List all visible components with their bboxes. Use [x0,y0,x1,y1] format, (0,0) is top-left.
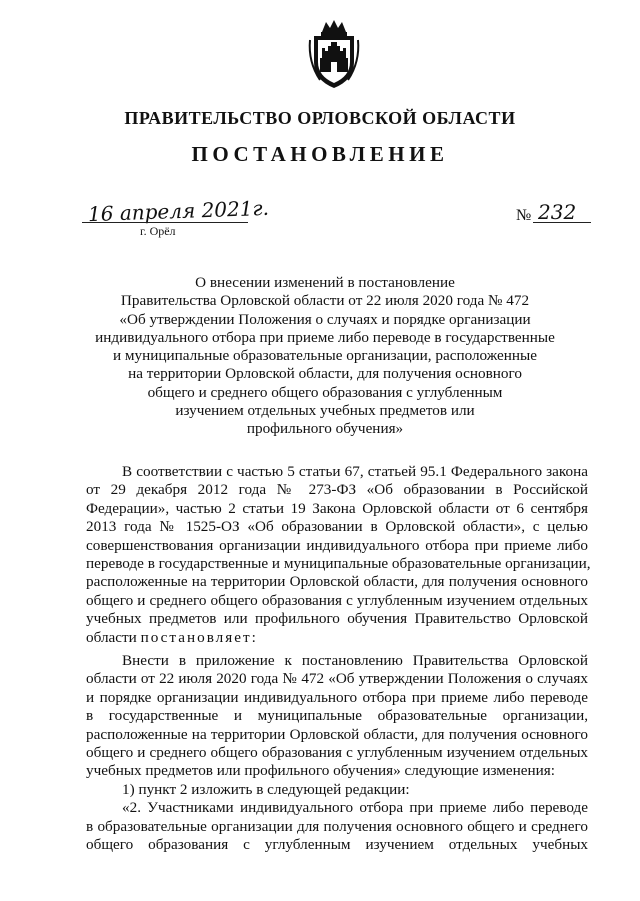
number-sign: № [516,207,532,224]
text-line: 2013 года № 1525-ОЗ «Об образовании в Орловской области», с целью [86,518,588,536]
text-line: Федерации», частью 2 статьи 19 Закона Орловской области от 6 сентября [86,499,588,517]
subject-line: изучением отдельных учебных предметов или [175,402,475,420]
text-line: общего и среднего общего образования с углубленным изучением отдельных [86,591,588,609]
document-date: 16 апреля 2021г. [87,195,270,227]
text-line: от 29 декабря 2012 года № 273-ФЗ «Об образовании в Российской [86,481,588,499]
government-title: ПРАВИТЕЛЬСТВО ОРЛОВСКОЙ ОБЛАСТИ [124,108,516,128]
document-type: ПОСТАНОВЛЕНИЕ [191,142,449,166]
text-line: учебных предметов или профильного обучения» следующие изменения: [86,762,555,780]
text-line: расположенные на территории Орловской области, для получения основного [86,573,588,591]
text-line: 1) пункт 2 изложить в следующей редакции: [122,780,410,798]
text-line: в образовательные организации для получения основного общего и среднего [86,817,588,835]
text-line: учебных предметов или профильного обучения Правительство Орловской [86,610,588,628]
subject-line: профильного обучения» [246,420,404,438]
text-line: переводе в государственные и муниципальные образовательные организации, [86,554,591,572]
number-underline [533,222,591,223]
text-line: общего и среднего общего образования с углубленным изучением отдельных [86,743,588,761]
subject-line: на территории Орловской области, для получения основного [128,365,522,383]
document-number: 232 [538,200,577,224]
document-city: г. Орёл [140,224,176,238]
text-line: общего образования с углубленным изучением отдельных учебных [86,835,588,853]
subject-line: и муниципальные образовательные организации, расположенные [112,347,537,365]
text-line: расположенные на территории Орловской области, для получения основного [86,725,588,743]
text-line [86,629,588,647]
subject-line: общего и среднего общего образования с углубленным [147,383,503,401]
text-line: В соответствии с частью 5 статьи 67, статьей 95.1 Федерального закона [122,463,588,480]
resolution-prefix: области [86,628,141,646]
resolves-word: постановляет: [140,628,258,646]
subject-line: индивидуального отбора при приеме либо переводе в государственные [95,328,555,346]
subject-line: О внесении изменений в постановление [195,274,455,291]
subject-line: Правительства Орловской области от 22 июля 2020 года № 472 [120,292,530,310]
amendment-paragraph [86,652,588,854]
text-line: совершенствования организации индивидуального отбора при приеме либо [86,536,588,554]
date-underline [82,222,248,223]
text-line: и порядке организации индивидуального отбора при приеме либо переводе [86,688,588,706]
text-line: Внести в приложение к постановлению Правительства Орловской [122,652,588,669]
preamble-paragraph [86,463,591,647]
text-line: области от 22 июля 2020 года № 472 «Об утверждении Положения о случаях [86,670,588,688]
document-subject [90,274,560,439]
text-line: «2. Участниками индивидуального отбора при приеме либо переводе [122,799,588,817]
text-line: в государственные и муниципальные образовательные организации, [86,707,588,725]
subject-line: «Об утверждении Положения о случаях и порядке организации [119,310,531,328]
orel-coat-of-arms-icon [306,18,362,90]
